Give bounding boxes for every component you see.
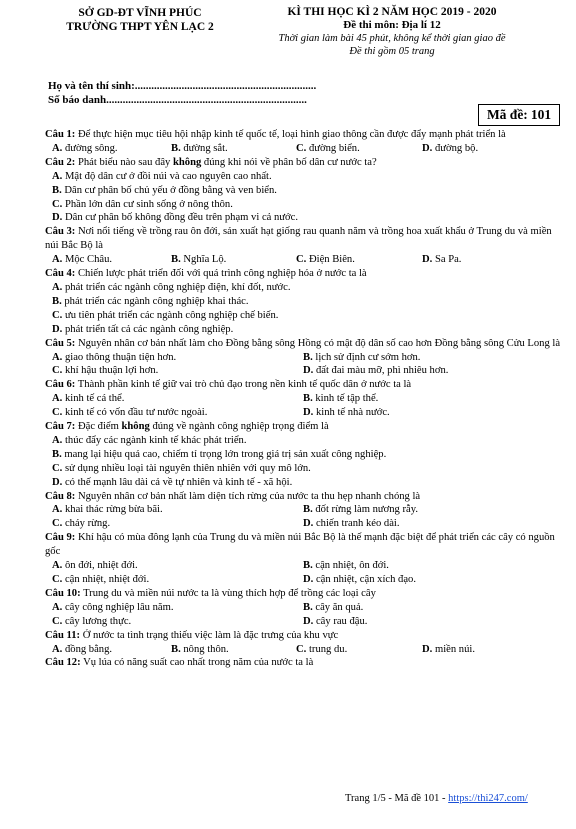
option-text: đường sông. — [64, 142, 118, 154]
option-letter: B. — [52, 295, 62, 307]
option-letter: D. — [52, 476, 63, 488]
answer-option — [422, 253, 570, 267]
option-text: miền núi. — [434, 643, 475, 655]
exam-code-box — [478, 104, 560, 126]
option-text: chiến tranh kéo dài. — [315, 518, 400, 530]
option-letter: A. — [52, 254, 63, 266]
question-text — [45, 267, 563, 281]
question-block — [45, 267, 563, 337]
option-text: đất đai màu mỡ, phì nhiêu hơn. — [315, 365, 449, 377]
option-letter: B. — [171, 254, 181, 266]
option-letter: D. — [303, 574, 314, 585]
question-number: Câu 10: — [45, 587, 81, 599]
question-stem: Nguyên nhân cơ bản nhất làm diện tích rừng của nước ta thu hẹp nhanh chóng là — [77, 490, 421, 502]
option-letter: D. — [303, 615, 314, 627]
option-text: Dân cư phân bố không đồng đều trên phạm vi cả nước. — [64, 212, 298, 224]
option-letter: B. — [52, 184, 62, 196]
question-stem: Chiến lược phát triển đối với quá trình công nghiệp hóa ở nước ta là — [77, 268, 367, 280]
option-text: phát triển tất cả các ngành công nghiệp. — [64, 323, 234, 335]
question-number: Câu 12: — [45, 657, 81, 669]
question-block — [45, 128, 563, 156]
option-letter: C. — [52, 198, 63, 210]
question-block — [45, 531, 563, 587]
question-number: Câu 3: — [45, 226, 76, 238]
option-text: ưu tiên phát triển các ngành công nghiệp chế biến. — [64, 309, 279, 321]
answer-options — [45, 559, 563, 587]
footer-page-info: Trang 1/5 - Mã đề 101 - — [345, 793, 449, 804]
answer-option — [52, 601, 303, 615]
option-letter: A. — [52, 142, 63, 154]
negation-word: không — [173, 156, 202, 168]
option-text: cây lương thực. — [64, 615, 132, 627]
option-text: cây ăn quả. — [315, 601, 364, 613]
answer-option — [52, 295, 563, 309]
option-letter: B. — [303, 601, 313, 613]
school-name: TRƯỜNG THPT YÊN LẠC 2 — [66, 21, 214, 33]
option-text: đồng bằng. — [64, 643, 113, 655]
exam-header — [222, 6, 562, 58]
question-stem-start: Phát biểu nào sau đây — [77, 156, 173, 168]
option-text: lịch sử định cư sớm hơn. — [315, 351, 421, 363]
option-text: thúc đẩy các ngành kinh tế khác phát triển. — [64, 434, 247, 446]
option-letter: B. — [303, 393, 313, 405]
answer-option — [52, 392, 303, 406]
option-letter: D. — [303, 365, 314, 377]
question-text — [45, 490, 563, 504]
question-text — [45, 225, 563, 253]
option-text: cháy rừng. — [64, 518, 111, 530]
option-text: Nghĩa Lộ. — [183, 254, 227, 266]
department-name: SỞ GD-ĐT VĨNH PHÚC — [78, 7, 202, 19]
answer-option — [52, 573, 303, 587]
option-letter: C. — [52, 309, 63, 321]
answer-option — [52, 198, 563, 212]
answer-option — [303, 559, 570, 573]
answer-options — [45, 601, 563, 629]
answer-option — [52, 406, 303, 420]
answer-option — [171, 142, 296, 156]
option-letter: B. — [303, 560, 313, 572]
answer-option — [52, 462, 563, 476]
option-letter: A. — [52, 170, 63, 182]
option-letter: C. — [52, 518, 63, 530]
question-block — [45, 156, 563, 226]
option-text: nông thôn. — [183, 643, 229, 655]
question-number: Câu 5: — [45, 337, 76, 349]
option-text: cận nhiệt, ôn đới. — [315, 560, 389, 572]
answer-option — [303, 615, 570, 629]
answer-option — [296, 142, 422, 156]
question-text — [45, 629, 563, 643]
answer-option — [52, 170, 563, 184]
answer-option — [303, 406, 570, 420]
option-letter: C. — [296, 643, 307, 655]
option-letter: C. — [52, 615, 63, 627]
option-letter: A. — [52, 601, 63, 613]
option-letter: A. — [52, 434, 63, 446]
option-text: có thế mạnh lâu dài cả về tự nhiên và kinh tế - xã hội. — [64, 476, 293, 488]
option-text: Sa Pa. — [434, 254, 462, 266]
option-text: sử dụng nhiều loại tài nguyên thiên nhiên với quy mô lớn. — [64, 462, 311, 474]
option-text: khí hậu thuận lợi hơn. — [64, 365, 159, 377]
question-stem: Nguyên nhân cơ bản nhất làm cho Đồng bằng sông Hồng có mật độ dân số cao hơn Đồng bằng sông Cửu Long là — [77, 337, 561, 349]
option-letter: C. — [296, 254, 307, 266]
question-number: Câu 8: — [45, 490, 76, 502]
answer-option — [52, 434, 563, 448]
option-letter: D. — [52, 212, 63, 224]
question-stem: Để thực hiện mục tiêu hội nhập kinh tế quốc tế, loại hình giao thông cần được đẩy mạnh phát triển là — [77, 129, 506, 140]
option-letter: B. — [303, 351, 313, 363]
option-text: kinh tế tập thể. — [315, 393, 379, 405]
option-text: ôn đới, nhiệt đới. — [64, 560, 138, 572]
question-number: Câu 9: — [45, 532, 76, 544]
option-text: đường bộ. — [434, 142, 479, 154]
answer-option — [52, 503, 303, 517]
question-stem: Ở nước ta tình trạng thiếu việc làm là đặc trưng của khu vực — [82, 629, 339, 641]
question-stem: Thành phần kinh tế giữ vai trò chủ đạo trong nền kinh tế quốc dân ở nước ta là — [77, 379, 412, 391]
answer-option — [171, 253, 296, 267]
question-block — [45, 378, 563, 420]
option-text: giao thông thuận tiện hơn. — [64, 351, 177, 363]
question-list — [45, 128, 563, 670]
question-number: Câu 11: — [45, 629, 81, 641]
option-letter: C. — [52, 407, 63, 419]
option-text: Mộc Châu. — [64, 254, 113, 266]
question-stem: Khí hậu có mùa đông lạnh của Trung du và miền núi Bắc Bộ là thế mạnh đặc biệt để phát triển các cây có nguồn gốc — [45, 532, 555, 558]
question-number: Câu 4: — [45, 268, 76, 280]
question-block — [45, 587, 563, 629]
answer-option — [303, 601, 570, 615]
option-text: khai thác rừng bừa bãi. — [64, 504, 163, 516]
answer-options — [45, 142, 563, 156]
negation-word: không — [121, 421, 150, 433]
answer-options — [45, 253, 563, 267]
answer-option — [296, 643, 422, 657]
option-text: kinh tế cá thể. — [64, 393, 125, 405]
question-block — [45, 490, 563, 532]
answer-option — [52, 281, 563, 295]
answer-options — [45, 503, 563, 531]
option-text: cây công nghiệp lâu năm. — [64, 601, 174, 613]
option-text: kinh tế có vốn đầu tư nước ngoài. — [64, 407, 208, 419]
option-letter: A. — [52, 393, 63, 405]
answer-option — [303, 573, 570, 587]
answer-option — [422, 643, 570, 657]
answer-option — [52, 643, 171, 657]
option-text: Dân cư phân bố chủ yếu ở đồng bằng và ven biển. — [64, 184, 277, 196]
answer-option — [303, 392, 570, 406]
question-block — [45, 420, 563, 490]
answer-options — [45, 351, 563, 379]
answer-option — [52, 253, 171, 267]
question-number: Câu 6: — [45, 379, 76, 391]
footer-link[interactable]: https://thi247.com/ — [448, 793, 528, 804]
answer-option — [303, 351, 570, 365]
option-text: trung du. — [308, 643, 348, 655]
question-text — [45, 531, 563, 559]
answer-options — [45, 434, 563, 490]
option-text: đường biển. — [308, 142, 360, 154]
answer-option — [52, 448, 563, 462]
option-text: cận nhiệt, nhiệt đới. — [64, 574, 150, 585]
option-letter: D. — [422, 142, 433, 154]
option-letter: A. — [52, 351, 63, 363]
answer-option — [52, 615, 303, 629]
option-text: Phần lớn dân cư sinh sống ở nông thôn. — [64, 198, 233, 210]
option-letter: C. — [52, 365, 63, 377]
question-text — [45, 128, 563, 142]
option-text: Mật độ dân cư ở đồi núi và cao nguyên cao nhất. — [64, 170, 272, 182]
question-text — [45, 420, 563, 434]
question-stem-end: đúng về ngành công nghiệp trọng điểm là — [149, 421, 329, 433]
question-text — [45, 156, 563, 170]
answer-options — [45, 392, 563, 420]
option-letter: D. — [422, 643, 433, 655]
option-letter: C. — [52, 462, 63, 474]
option-text: phát triển các ngành công nghiệp điện, khí đốt, nước. — [64, 281, 291, 293]
exam-title: KÌ THI HỌC KÌ 2 NĂM HỌC 2019 - 2020 — [287, 6, 497, 18]
answer-option — [296, 253, 422, 267]
answer-option — [52, 184, 563, 198]
exam-subject: Đề thi môn: Địa lí 12 — [343, 19, 441, 31]
answer-option — [52, 517, 303, 531]
option-text: mang lại hiệu quả cao, chiếm tỉ trọng lớn trong giá trị sản xuất công nghiệp. — [64, 448, 387, 460]
option-letter: D. — [52, 323, 63, 335]
question-block — [45, 225, 563, 267]
answer-option — [52, 364, 303, 378]
option-text: cận nhiệt, cận xích đạo. — [315, 574, 416, 585]
option-text: đường sắt. — [183, 142, 228, 154]
answer-option — [52, 559, 303, 573]
exam-page-count: Đề thi gồm 05 trang — [349, 46, 435, 57]
answer-option — [52, 309, 563, 323]
question-stem: Vụ lúa có năng suất cao nhất trong năm của nước ta là — [83, 657, 314, 669]
answer-option — [52, 211, 563, 225]
question-text — [45, 378, 563, 392]
option-text: đốt rừng làm nương rẫy. — [315, 504, 418, 516]
question-block — [45, 337, 563, 379]
answer-option — [171, 643, 296, 657]
option-letter: B. — [52, 448, 62, 460]
option-text: Điện Biên. — [308, 254, 355, 266]
option-letter: B. — [171, 643, 181, 655]
question-text — [45, 656, 563, 670]
option-letter: C. — [296, 142, 307, 154]
answer-option — [52, 351, 303, 365]
question-text — [45, 587, 563, 601]
exam-code-label: Mã đề: — [486, 107, 528, 122]
option-letter: D. — [303, 518, 314, 530]
option-letter: D. — [422, 254, 433, 266]
option-letter: B. — [303, 504, 313, 516]
question-block — [45, 656, 563, 670]
option-letter: A. — [52, 560, 63, 572]
question-block — [45, 629, 563, 657]
answer-options — [45, 281, 563, 337]
answer-option — [52, 142, 171, 156]
question-stem: Trung du và miền núi nước ta là vùng thích hợp để trồng các loại cây — [83, 587, 376, 599]
option-letter: A. — [52, 281, 63, 293]
option-text: kinh tế nhà nước. — [315, 407, 390, 419]
option-letter: C. — [52, 574, 63, 585]
answer-option — [52, 323, 563, 337]
question-number: Câu 7: — [45, 421, 76, 433]
answer-option — [422, 142, 570, 156]
option-text: phát triển các ngành công nghiệp khai thác. — [64, 295, 249, 307]
question-number: Câu 2: — [45, 156, 76, 168]
answer-option — [303, 364, 570, 378]
question-text — [45, 337, 563, 351]
candidate-id-line: Số báo danh......................................................................... — [48, 94, 307, 106]
candidate-name-line: Họ và tên thí sinh:.................................................................. — [48, 80, 317, 92]
question-stem-end: đúng khi nói về phân bố dân cư nước ta? — [201, 156, 377, 168]
page-footer — [345, 793, 528, 804]
exam-duration: Thời gian làm bài 45 phút, không kể thời gian giao đề — [278, 33, 506, 44]
question-stem: Nơi nổi tiếng về trồng rau ôn đới, sản xuất hạt giống rau quanh năm và trồng hoa xuất khẩu ở Trung du và miền núi Bắc Bộ là — [45, 226, 552, 252]
answer-option — [303, 517, 570, 531]
exam-code-value: 101 — [530, 107, 552, 122]
question-stem-start: Đặc điểm — [77, 421, 122, 433]
option-letter: A. — [52, 504, 63, 516]
option-letter: B. — [171, 142, 181, 154]
option-letter: A. — [52, 643, 63, 655]
answer-option — [52, 476, 563, 490]
option-letter: D. — [303, 407, 314, 419]
question-number: Câu 1: — [45, 129, 76, 140]
answer-options — [45, 170, 563, 226]
answer-option — [303, 503, 570, 517]
school-header — [40, 6, 240, 34]
option-text: cây rau đậu. — [315, 615, 368, 627]
answer-options — [45, 643, 563, 657]
